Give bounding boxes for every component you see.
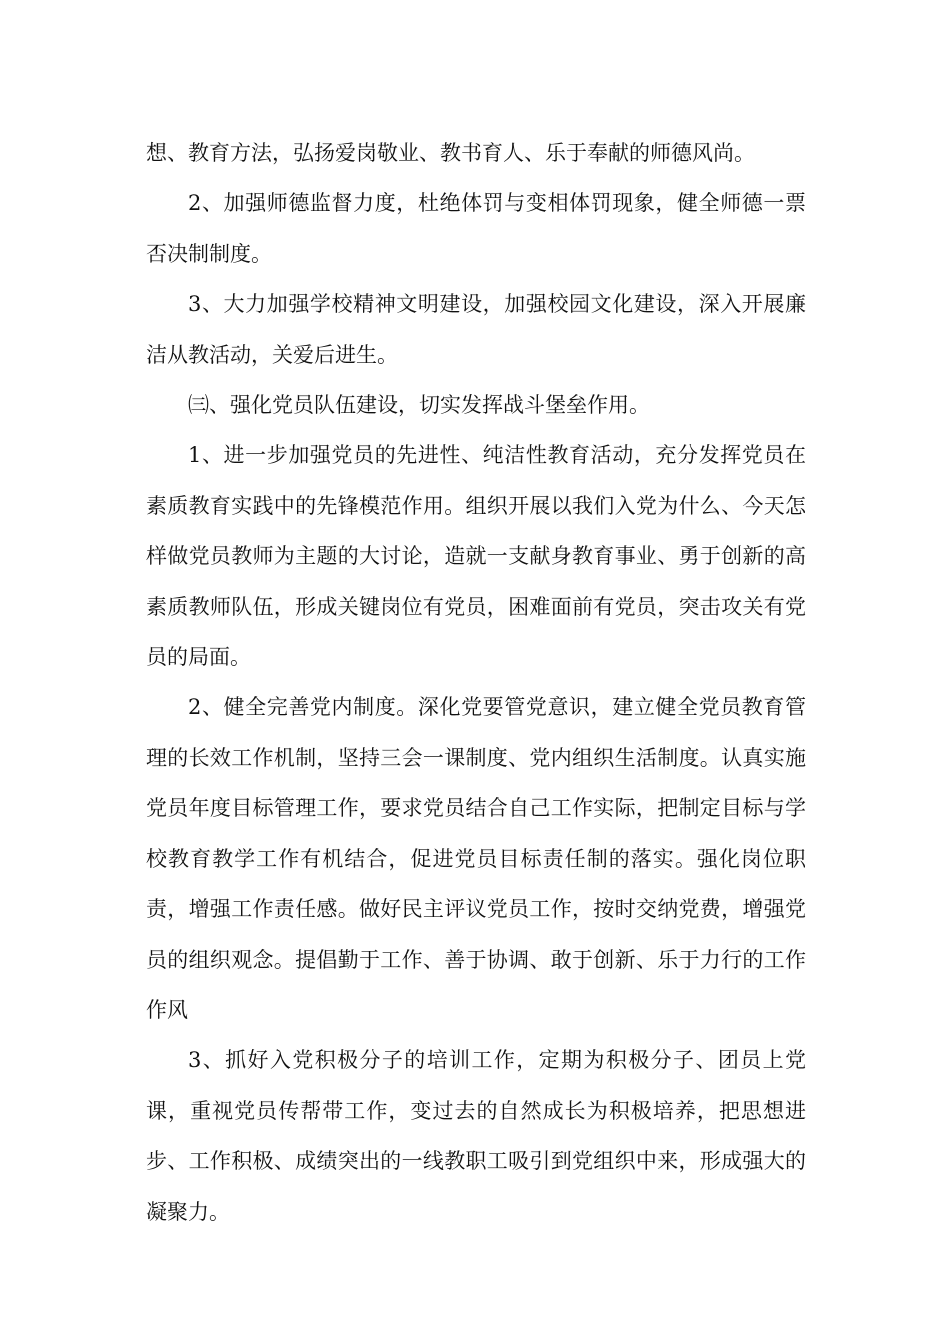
- section-heading-3: ㈢、强化党员队伍建设，切实发挥战斗堡垒作用。: [188, 393, 650, 418]
- paragraph-3: 3、大力加强学校精神文明建设，加强校园文化建设，深入开展廉洁从教活动，关爱后进生。: [146, 292, 806, 367]
- paragraph-2: 2、加强师德监督力度，杜绝体罚与变相体罚现象，健全师德一票否决制制度。: [146, 191, 806, 266]
- paragraph-5: 2、健全完善党内制度。深化党要管党意识，建立健全党员教育管理的长效工作机制，坚持三会一课制度、党内组织生活制度。认真实施党员年度目标管理工作，要求党员结合自己工作实际，把制定目标与学校教育教学工作有机结合，促进党员目标责任制的落实。强化岗位职责，增强工作责任感。做好民主评议党员工作，按时交纳党费，增强党员的组织观念。提倡勤于工作、善于协调、敢于创新、乐于力行的工作作风: [146, 695, 806, 1022]
- paragraph-6: 3、抓好入党积极分子的培训工作，定期为积极分子、团员上党课，重视党员传帮带工作，变过去的自然成长为积极培养，把思想进步、工作积极、成绩突出的一线教职工吸引到党组织中来，形成强大的凝聚力。: [146, 1048, 806, 1224]
- paragraph-1: 想、教育方法，弘扬爱岗敬业、教书育人、乐于奉献的师德风尚。: [146, 141, 755, 165]
- document-body: [146, 128, 806, 1237]
- paragraph-4: 1、进一步加强党员的先进性、纯洁性教育活动，充分发挥党员在素质教育实践中的先锋模范作用。组织开展以我们入党为什么、今天怎样做党员教师为主题的大讨论，造就一支献身教育事业、勇于创新的高素质教师队伍，形成关键岗位有党员，困难面前有党员，突击攻关有党员的局面。: [146, 443, 806, 670]
